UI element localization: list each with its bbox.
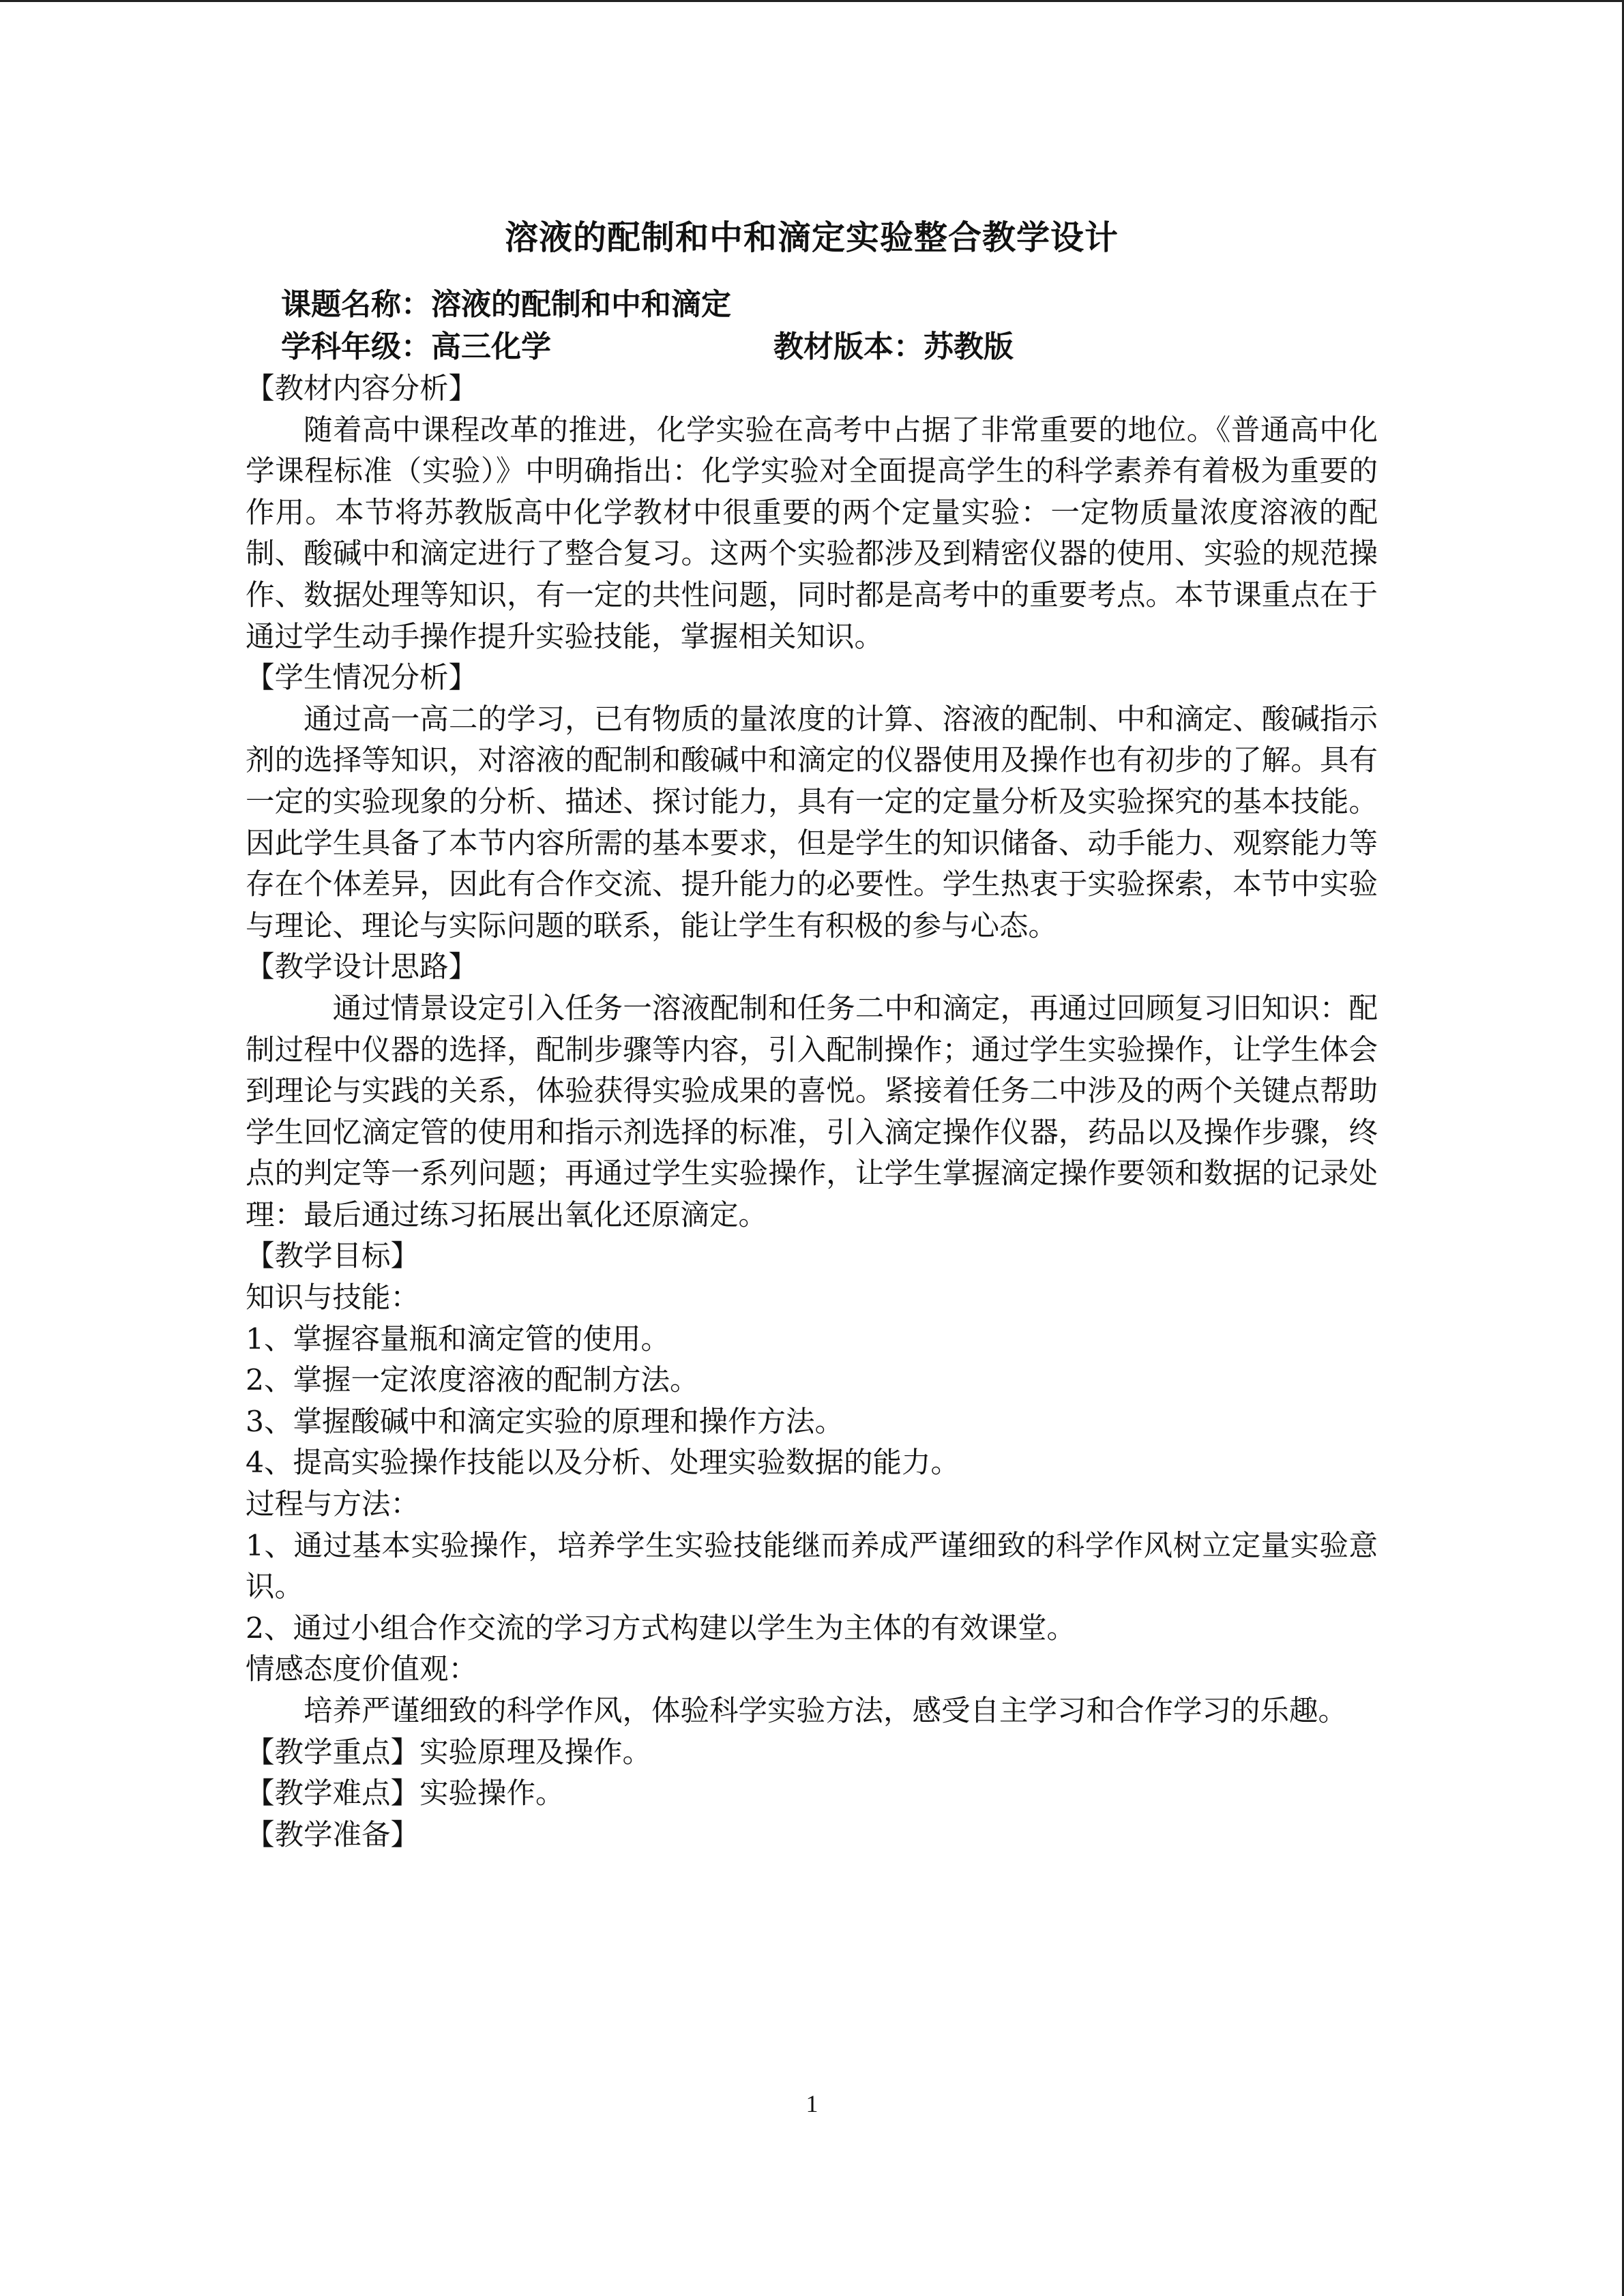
material-heading: 【教材内容分析】 — [246, 372, 478, 406]
student-paragraph: 通过高一高二的学习，已有物质的量浓度的计算、溶液的配制、中和滴定、酸碱指示剂的选择等知识，对溶液的配制和酸碱中和滴定的仪器使用及操作也有初步的了解。具有一定的实验现象的分析、描述、探讨能力，具有一定的定量分析及实验探究的基本技能。因此学生具备了本节内容所需的基本要求，但是学生的知识储备、动手能力、观察能力等存在个体差异，因此有合作交流、提升能力的必要性。学生热衷于实验探索，本节中实验与理论、理论与实际问题的联系，能让学生有积极的参与心态。 — [246, 702, 1378, 943]
prep-heading: 【教学准备】 — [246, 1818, 420, 1852]
grade-edition-line — [281, 327, 1014, 367]
process-item: 2、通过小组合作交流的学习方式构建以学生为主体的有效课堂。 — [246, 1611, 1076, 1645]
edition-info — [773, 327, 1014, 367]
topic-value: 溶液的配制和中和滴定 — [431, 287, 731, 322]
knowledge-item: 3、掌握酸碱中和滴定实验的原理和操作方法。 — [246, 1405, 844, 1439]
material-paragraph: 随着高中课程改革的推进，化学实验在高考中占据了非常重要的地位。《普通高中化学课程标准（实验）》中明确指出：化学实验对全面提高学生的科学素养有着极为重要的作用。本节将苏教版高中化学教材中很重要的两个定量实验：一定物质量浓度溶液的配制、酸碱中和滴定进行了整合复习。这两个实验都涉及到精密仪器的使用、实验的规范操作、数据处理等知识，有一定的共性问题，同时都是高考中的重要考点。本节课重点在于通过学生动手操作提升实验技能，掌握相关知识。 — [246, 413, 1378, 654]
process-heading: 过程与方法： — [246, 1488, 420, 1522]
topic-line — [281, 285, 731, 325]
student-heading: 【学生情况分析】 — [246, 661, 478, 696]
difficulty-line: 【教学难点】实验操作。 — [246, 1777, 565, 1811]
topic-label: 课题名称： — [281, 287, 431, 322]
emotion-paragraph: 培养严谨细致的科学作风，体验科学实验方法，感受自主学习和合作学习的乐趣。 — [304, 1695, 1348, 1728]
grade-label: 学科年级： — [281, 329, 431, 364]
edition-label: 教材版本： — [773, 329, 924, 364]
emotion-heading: 情感态度价值观： — [246, 1653, 478, 1687]
knowledge-item: 1、掌握容量瓶和滴定管的使用。 — [246, 1322, 670, 1356]
knowledge-heading: 知识与技能： — [246, 1281, 420, 1315]
edition-value: 苏教版 — [924, 329, 1014, 364]
page-number: 1 — [806, 2090, 818, 2117]
grade-value: 高三化学 — [431, 329, 551, 364]
knowledge-item: 2、掌握一定浓度溶液的配制方法。 — [246, 1364, 699, 1398]
focus-line: 【教学重点】实验原理及操作。 — [246, 1735, 652, 1770]
document-title: 溶液的配制和中和滴定实验整合教学设计 — [504, 218, 1119, 257]
design-heading: 【教学设计思路】 — [246, 951, 478, 985]
process-item: 1、通过基本实验操作，培养学生实验技能继而养成严谨细致的科学作风树立定量实验意识。 — [246, 1529, 1378, 1605]
design-paragraph: 通过情景设定引入任务一溶液配制和任务二中和滴定，再通过回顾复习旧知识：配制过程中仪器的选择，配制步骤等内容，引入配制操作；通过学生实验操作，让学生体会到理论与实践的关系，体验获得实验成果的喜悦。紧接着任务二中涉及的两个关键点帮助学生回忆滴定管的使用和指示剂选择的标准，引入滴定操作仪器，药品以及操作步骤，终点的判定等一系列问题；再通过学生实验操作，让学生掌握滴定操作要领和数据的记录处理：最后通过练习拓展出氧化还原滴定。 — [246, 992, 1378, 1232]
knowledge-item: 4、提高实验操作技能以及分析、处理实验数据的能力。 — [246, 1446, 960, 1480]
document-body — [246, 369, 1378, 1856]
goals-heading: 【教学目标】 — [246, 1240, 420, 1274]
